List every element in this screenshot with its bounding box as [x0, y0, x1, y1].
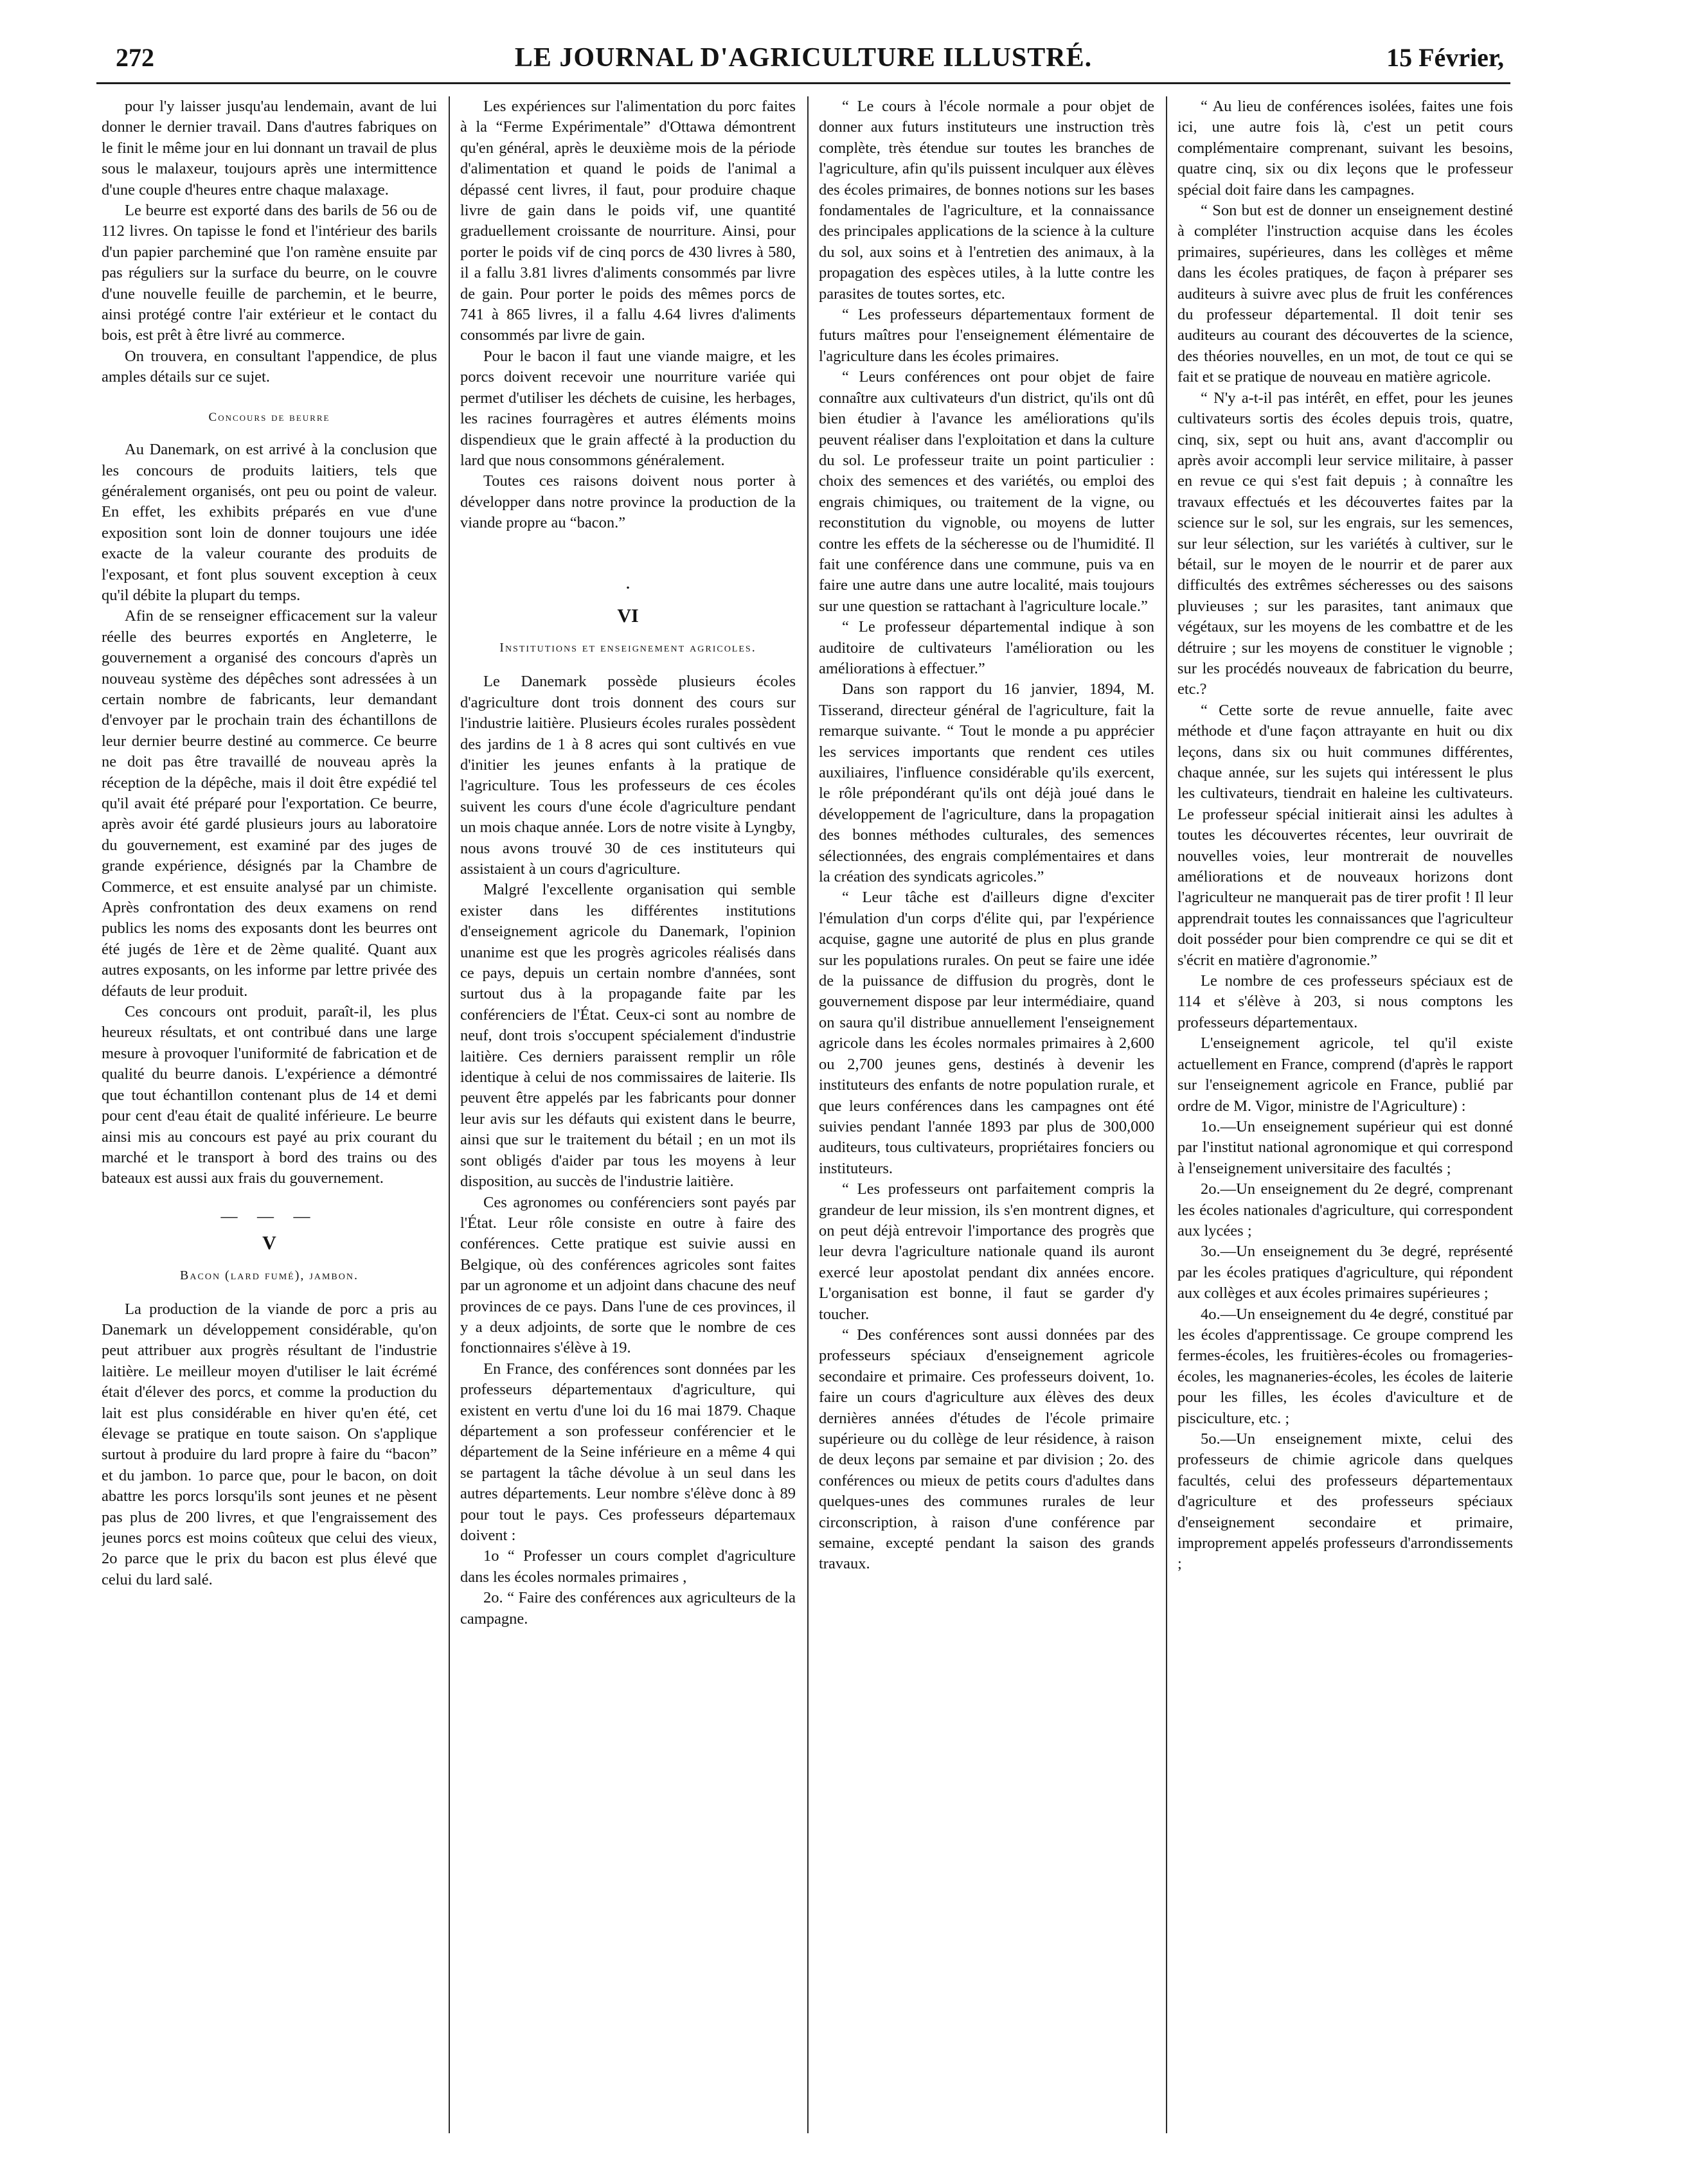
column-divider — [807, 96, 809, 2133]
paragraph: “ Leur tâche est d'ailleurs digne d'exciter l'émulation d'un corps d'élite qui, par l'expérience acquise, gagne une autorité de plus en plus grande sur les populations rurales. On peut se faire une idée de la puissance de diffusion du progrès, dont le gouvernement dispose par leur intermédiaire, quand on saura qu'il distribue annuellement l'enseignement agricole dans les écoles normales primaires à 2,600 ou 2,700 jeunes gens, destinés à devenir les instituteurs des enfants de notre population rurale, et que leurs conférences dans les campagnes ont été suivies pendant l'année 1893 par plus de 300,000 auditeurs, tous cultivateurs, propriétaires fonciers ou instituteurs. — [819, 889, 1154, 1177]
paragraph: “ Leurs conférences ont pour objet de faire connaître aux cultivateurs d'un district, qu'ils ont dû bien étudier à l'avance les améliorations qu'ils peuvent réaliser dans l'exploitation et dans la culture du sol. Le professeur traite un point particulier : choix des semences et des variétés, ou emploi des engrais chimiques, ou traitement de la vigne, ou reconstitution du vignoble, ou moyens de lutter contre les effets de la sécheresse ou de l'humidité. Il fait une conférence dans une commune, puis va en faire une autre dans une autre localité, mais toujours sur une question se rattachant à l'agriculture locale.” — [819, 368, 1154, 615]
paragraph: On trouvera, en consultant l'appendice, de plus amples détails sur ce sujet. — [102, 347, 437, 386]
paragraph: “ Le cours à l'école normale a pour objet de donner aux futurs instituteurs une instruction très complète, très étendue sur toutes les branches de l'agriculture, afin qu'ils puissent inculquer aux élèves des écoles primaires, de bonnes notions sur les bases fondamentales de l'agriculture, et la connaissance des principales applications de la science à la culture du sol, aux soins et à l'entretien des animaux, à la propagation des espèces utiles, à la lutte contre les parasites de toutes sortes, etc. — [819, 98, 1154, 303]
issue-date: 15 Février, — [1386, 43, 1504, 72]
paragraph: La production de la viande de porc a pris au Danemark un développement considérable, qu'on peut attribuer aux progrès résultant de l'industrie laitière. Le meilleur moyen d'utiliser le lait écrémé était d'élever des porcs, et comme la production du lait est plus considérable en hiver qu'en été, cet élevage se pratique en toute saison. On s'applique surtout à produire du lard propre à faire du “bacon” et du jambon. 1o parce que, pour le bacon, on doit abattre les porcs lorsqu'ils sont jeunes et ne pèsent pas plus de 200 livres, et que l'engraissement des jeunes porcs est moins coûteux que celui des vieux, 2o parce que le prix du bacon est plus élevé que celui du lard salé. — [102, 1300, 437, 1588]
paragraph: “ Le professeur départemental indique à son auditoire de cultivateurs l'amélioration ou les améliorations à effectuer.” — [819, 618, 1154, 677]
paragraph: “ Des conférences sont aussi données par des professeurs spéciaux d'enseignement agricole secondaire et primaire. Ces professeurs doivent, 1o. faire un cours d'agriculture aux élèves des deux dernières années d'études de l'école primaire supérieure ou du collège de leur résidence, à raison de deux leçons par semaine et par division ; 2o. des conférences ou mieux de petits cours d'adultes dans quelques-unes des communes rurales de leur circonscription, à raison d'une conférence par semaine, excepté pendant la saison des grands travaux. — [819, 1326, 1154, 1573]
paragraph: Le Danemark possède plusieurs écoles d'agriculture dont trois donnent des cours sur l'industrie laitière. Plusieurs écoles rurales possèdent des jardins de 1 à 8 acres qui sont cultivés en vue d'initier les jeunes enfants à la pratique de l'agriculture. Tous les professeurs de ces écoles suivent les cours d'une école d'agriculture pendant un mois chaque année. Lors de notre visite à Lyngby, nous avons trouvé 30 de ces instituteurs qui assistaient à un cours d'agriculture. — [460, 673, 796, 878]
paragraph: Les expériences sur l'alimentation du porc faites à la “Ferme Expérimentale” d'Ottawa démontrent qu'en général, après le deuxième mois de la période d'alimentation et quand le poids de l'animal a dépassé cent livres, il faut, pour produire chaque livre de gain dans le poids vif, une quantité graduellement croissante de nourriture. Ainsi, pour porter le poids vif de cinq porcs de 430 livres à 580, il a fallu 3.81 livres d'aliments consommés par livre de gain. Pour porter le poids des mêmes porcs de 741 à 865 livres, il a fallu 4.64 livres d'aliments consommés par livre de gain. — [460, 98, 796, 344]
paragraph: Au Danemark, on est arrivé à la conclusion que les concours de produits laitiers, tels que généralement organisés, ont peu ou point de valeur. En effet, les exhibits préparés en vue d'une exposition sont loin de donner toujours une idée exacte de la valeur courante des produits de l'exposant, et font plus souvent exception à ceux qu'il débite la plupart du temps. — [102, 441, 437, 604]
journal-title: LE JOURNAL D'AGRICULTURE ILLUSTRÉ. — [514, 43, 1093, 73]
column-divider — [449, 96, 450, 2133]
paragraph: “ N'y a-t-il pas intérêt, en effet, pour les jeunes cultivateurs sortis des écoles depuis trois, quatre, cinq, six, sept ou huit ans, avant d'accomplir ou après avoir accompli leur service militaire, à passer en revue ce qui s'est fait depuis ; à connaître les travaux effectués et les découvertes faites par la science sur le sol, sur les engrais, sur les semences, sur leur sélection, sur les variétés à cultiver, sur le bétail, sur le moyen de le nourrir et de parer aux difficultés des extrêmes sécheresses ou des saisons pluvieuses ; sur les parasites, tant animaux que végétaux, sur les moyens de les combattre et de les détruire ; sur les moyens de constituer le vignoble ; sur les procédés nouveaux de fabrication du beurre, etc.? — [1177, 389, 1513, 698]
section-title: Bacon (lard fumé), jambon. — [180, 1268, 359, 1283]
paragraph: L'enseignement agricole, tel qu'il existe actuellement en France, comprend (d'après le rapport sur l'enseignement agricole en France, publié par ordre de M. Vigor, ministre de l'Agriculture) : — [1177, 1034, 1513, 1115]
page-number: 272 — [116, 43, 154, 72]
paragraph: Ces concours ont produit, paraît-il, les plus heureux résultats, et ont contribué dans une large mesure à provoquer l'uniformité de fabrication et de qualité du beurre danois. L'expérience a démontré que tout échantillon contenant plus de 14 et demi pour cent d'eau était de qualité inférieure. Le beurre ainsi mis au concours est payé au prix courant du marché et le transport à bord des trains ou des bateaux est aussi aux frais du gouvernement. — [102, 1003, 437, 1187]
paragraph: Dans son rapport du 16 janvier, 1894, M. Tisserand, directeur général de l'agriculture, fait la remarque suivante. “ Tout le monde a pu apprécier les services importants que rendent ces utiles auxiliaires, l'influence considérable qu'ils exercent, le rôle prépondérant qu'ils ont déjà joué dans le développement de l'agriculture, dans la propagation des bonnes méthodes culturales, des semences sélectionnées, des engrais complémentaires et dans la création des syndicats agricoles.” — [819, 680, 1154, 886]
paragraph: 2o.—Un enseignement du 2e degré, comprenant les écoles nationales d'agriculture, qui correspondent aux lycées ; — [1177, 1180, 1513, 1239]
paragraph: “ Les professeurs départementaux forment de futurs maîtres pour l'enseignement élémentaire de l'agriculture dans les écoles primaires. — [819, 306, 1154, 365]
paragraph: “ Au lieu de conférences isolées, faites une fois ici, une autre fois là, c'est un petit cours complémentaire comprenant, suivant les besoins, quatre cinq, six ou dix leçons que le professeur spécial doit faire dans les campagnes. — [1177, 98, 1513, 199]
paragraph: Pour le bacon il faut une viande maigre, et les porcs doivent recevoir une nourriture variée qui permet d'utiliser les déchets de cuisine, les herbages, les racines fourragères et autres éléments moins dispendieux que le grain affecté à la production du lard que nous consommons généralement. — [460, 347, 796, 469]
subsection-heading: Concours de beurre — [208, 410, 330, 424]
paragraph: “ Les professeurs ont parfaitement compris la grandeur de leur mission, ils s'en montrent dignes, et on peut déjà entrevoir l'importance des progrès que leur devra l'agriculture nationale quand ils auront exercé leur apostolat pendant dix années encore. L'organisation est bonne, il faut se garder d'y toucher. — [819, 1180, 1154, 1323]
column-2 — [460, 96, 796, 2133]
paragraph: pour l'y laisser jusqu'au lendemain, avant de lui donner le dernier travail. Dans d'autres fabriques on le finit le même jour en lui donnant un travail de plus sous le malaxeur, toujours après une intermittence d'une couple d'heures entre chaque malaxage. — [102, 98, 437, 199]
paragraph: 5o.—Un enseignement mixte, celui des professeurs de chimie agricole dans quelques facultés, celui des professeurs départementaux d'agriculture et des professeurs spéciaux d'enseignement secondaire et primaire, improprement appelés professeurs d'arrondissements ; — [1177, 1430, 1513, 1573]
paragraph: 2o. “ Faire des conférences aux agriculteurs de la campagne. — [460, 1589, 796, 1628]
paragraph: En France, des conférences sont données par les professeurs départementaux d'agriculture, qui existent en vertu d'une loi du 16 mai 1879. Chaque département a son professeur conférencier et le département de la Seine inférieure en a même 4 qui se partagent la tâche dévolue à un seul dans les autres départements. Leur nombre s'élève donc à 89 pour tout le pays. Ces professeurs départemaux doivent : — [460, 1360, 796, 1544]
page-header — [96, 42, 1510, 78]
section-separator: — — — — [220, 1206, 318, 1225]
paragraph: Toutes ces raisons doivent nous porter à développer dans notre province la production de la viande propre au “bacon.” — [460, 472, 796, 532]
paragraph: 1o “ Professer un cours complet d'agriculture dans les écoles normales primaires , — [460, 1547, 796, 1586]
column-1 — [102, 96, 437, 2133]
paragraph: Ces agronomes ou conférenciers sont payés par l'État. Leur rôle consiste en outre à faire des conférences. Cette pratique est suivie aussi en Belgique, où des conférences agricoles sont faites par un agronome et un adjoint dans chacune des neuf provinces de ce pays. Dans l'une de ces provinces, il y a deux adjoints, de sorte que le nombre de ces fonctionnaires s'élève à 19. — [460, 1193, 796, 1357]
section-number: VI — [617, 605, 639, 626]
paragraph: “ Cette sorte de revue annuelle, faite avec méthode et d'une façon attrayante en huit ou dix leçons, dans six ou huit communes différentes, chaque année, sur les sujets qui intéressent le plus les cultivateurs, tiendrait en haleine les cultivateurs. Le professeur spécial initierait ainsi les adultes à toutes les découvertes récentes, leur ouvrirait de nouvelles voies, leur montrerait de nouvelles améliorations et de nouveaux horizons dont l'agriculteur ne manquerait pas de tirer profit ! Il leur apprendrait toutes les connaissances que l'agriculteur doit posséder pour bien comprendre ce qui se dit et s'écrit en matière d'agronomie.” — [1177, 701, 1513, 969]
article-columns — [96, 96, 1513, 2133]
paragraph: Le nombre de ces professeurs spéciaux est de 114 et s'élève à 203, si nous comptons les professeurs départementaux. — [1177, 972, 1513, 1031]
paragraph: Afin de se renseigner efficacement sur la valeur réelle des beurres exportés en Angleterre, le gouvernement a organisé des concours d'après un nouveau système des dépêches sont adressées à un certain nombre de fabricants, leur demandant d'envoyer par le prochain train des échantillons de leur dernier beurre destiné au commerce. Ce beurre ne doit pas être travaillé de nouveau après la réception de la dépêche, mais il doit être expédié tel qu'il avait été préparé pour l'exportation. Ce beurre, après avoir été gardé plusieurs jours au laboratoire du gouvernement, est examiné par des juges de grande expérience, désignés par la Chambre de Commerce, et est ensuite analysé par un chimiste. Après confrontation des deux examens on rend publics les noms des exposants dont les beurres ont été jugés de 1ère et de 2ème qualité. Quant aux autres exposants, on les informe par lettre privée des défauts de leur produit. — [102, 607, 437, 1000]
section-title: Institutions et enseignement agricoles. — [499, 641, 756, 655]
paragraph: Le beurre est exporté dans des barils de 56 ou de 112 livres. On tapisse le fond et l'intérieur des barils d'un papier parcheminé que l'on ramène ensuite par pas réguliers sur la surface du beurre, on le couvre d'une nouvelle feuille de parchemin, et le beurre, ainsi protégé contre l'air extérieur et le contact du bois, est prêt à être livré au commerce. — [102, 202, 437, 344]
section-number: V — [262, 1232, 276, 1254]
paragraph: Malgré l'excellente organisation qui semble exister dans les différentes institutions d'enseignement agricole du Danemark, l'opinion unanime est que les progrès agricoles réalisés dans ce pays, depuis un certain nombre d'années, sont surtout dus à la propagande faite par les conférenciers de l'État. Ceux-ci sont au nombre de neuf, dont trois s'occupent spécialement d'industrie laitière. Ces derniers paraissent remplir un rôle identique à celui de nos commissaires de laiterie. Ils peuvent être appelés par les fabricants pour donner leur avis sur les défauts qui existent dans le beurre, ainsi que sur le traitement du bétail ; en un mot ils sont obligés d'aider par tous les moyens à leur disposition, au succès de l'industrie laitière. — [460, 881, 796, 1191]
column-divider — [1166, 96, 1167, 2133]
paragraph: “ Son but est de donner un enseignement destiné à compléter l'instruction acquise dans les écoles primaires, supérieures, dans les collèges et même dans les écoles pratiques, de façon à préparer ses auditeurs à suivre avec plus de fruit les conférences du professeur départemental. Il doit tenir ses auditeurs au courant des découvertes de la science, des théories nouvelles, en un mot, de tout ce qui se fait et se pratique de nouveau en matière agricole. — [1177, 202, 1513, 386]
header-rule — [96, 82, 1510, 84]
paragraph: 3o.—Un enseignement du 3e degré, représenté par les écoles pratiques d'agriculture, qui répondent aux collèges et aux écoles primaires supérieures ; — [1177, 1243, 1513, 1302]
section-separator: . — [625, 571, 631, 593]
column-3 — [819, 96, 1154, 2133]
column-4 — [1177, 96, 1513, 2133]
paragraph: 1o.—Un enseignement supérieur qui est donné par l'institut national agronomique et qui correspond à l'enseignement universitaire des facultés ; — [1177, 1117, 1513, 1177]
paragraph: 4o.—Un enseignement du 4e degré, constitué par les écoles d'apprentissage. Ce groupe comprend les fermes-écoles, les fruitières-écoles ou fromageries-écoles, les magnaneries-écoles, les écoles de laiterie pour les filles, les écoles d'aviculture et de pisciculture, etc. ; — [1177, 1305, 1513, 1427]
